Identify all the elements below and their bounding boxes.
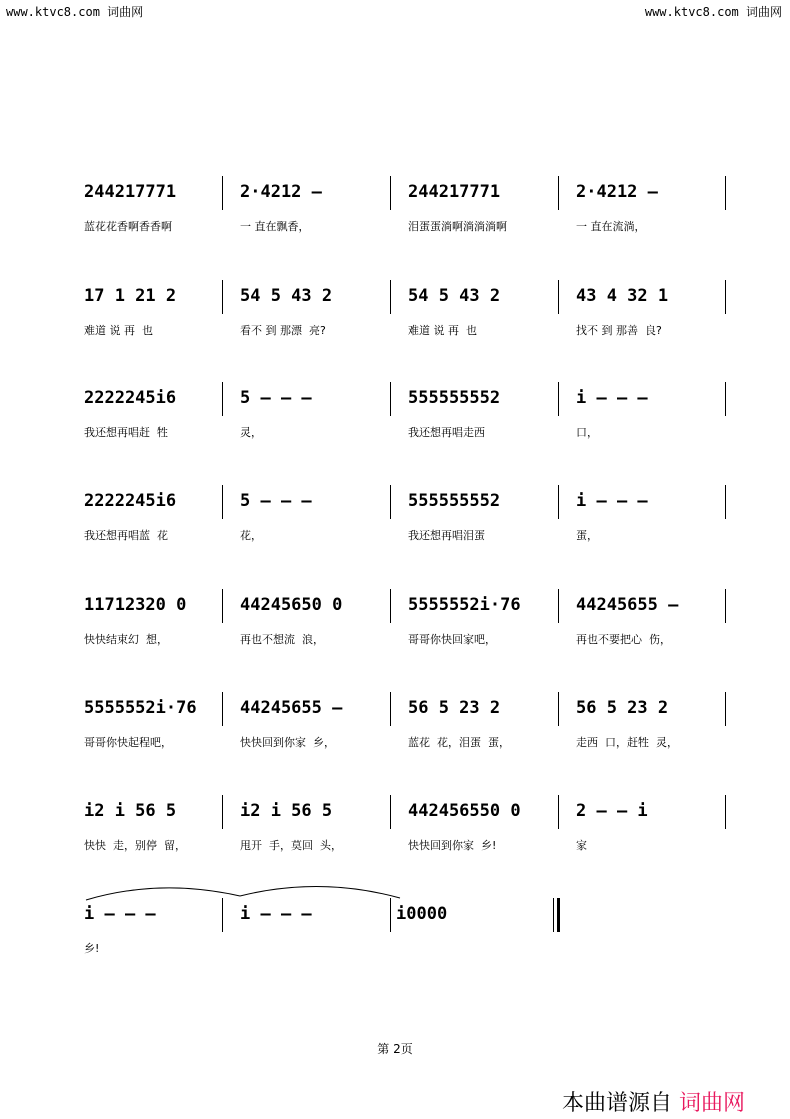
measure-notes: 244217771	[84, 182, 177, 202]
measure-notes: 17 1 21 2	[84, 286, 177, 306]
measure-lyric: 一 直在流淌，	[576, 220, 646, 233]
measure-notes: i2 i 56 5	[84, 801, 177, 821]
bar-line	[390, 280, 391, 314]
measure-notes: i – – –	[240, 904, 312, 924]
bar-line	[725, 589, 726, 623]
bar-line	[558, 280, 559, 314]
measure-notes: 442456550 0	[408, 801, 521, 821]
measure-notes: 5 – – –	[240, 491, 312, 511]
measure-notes: 2222245i6	[84, 388, 177, 408]
measure-lyric: 再也不想流 浪，	[240, 633, 324, 646]
measure-lyric: 我还想再唱泪蛋	[408, 529, 485, 542]
tie-arc	[0, 884, 790, 904]
measure-lyric: 难道 说 再 也	[408, 324, 477, 337]
measure-notes: 56 5 23 2	[576, 698, 669, 718]
bar-line	[222, 692, 223, 726]
measure-notes: i2 i 56 5	[240, 801, 333, 821]
bar-line	[725, 176, 726, 210]
bar-line	[390, 176, 391, 210]
bar-line	[725, 382, 726, 416]
bar-line	[725, 692, 726, 726]
bar-line	[390, 589, 391, 623]
score-row	[0, 280, 790, 350]
measure-lyric: 快快回到你家 乡，	[240, 736, 335, 749]
measure-lyric: 我还想再唱走西	[408, 426, 485, 439]
bar-line	[725, 795, 726, 829]
measure-lyric: 口，	[576, 426, 598, 439]
measure-lyric: 蓝花 花，泪蛋 蛋，	[408, 736, 510, 749]
bar-line	[390, 485, 391, 519]
measure-lyric: 快快回到你家 乡!	[408, 839, 497, 852]
measure-notes: 5555552i·76	[408, 595, 521, 615]
measure-notes: i – – –	[576, 388, 648, 408]
measure-notes: 11712320 0	[84, 595, 187, 615]
measure-lyric: 蛋，	[576, 529, 598, 542]
bar-line	[390, 382, 391, 416]
measure-notes: 2·4212 –	[240, 182, 322, 202]
bar-line	[558, 795, 559, 829]
score-row	[0, 485, 790, 555]
measure-notes: 56 5 23 2	[408, 698, 501, 718]
score-row	[0, 176, 790, 246]
measure-lyric: 一 直在飘香，	[240, 220, 310, 233]
bar-line	[725, 485, 726, 519]
measure-lyric: 花，	[240, 529, 262, 542]
measure-lyric: 家	[576, 839, 587, 852]
bar-line	[558, 589, 559, 623]
measure-lyric: 泪蛋蛋淌啊淌淌淌啊	[408, 220, 507, 233]
measure-lyric: 乡!	[84, 942, 100, 955]
bar-line	[222, 382, 223, 416]
measure-notes: 2 – – i	[576, 801, 648, 821]
measure-notes: i0000	[396, 904, 448, 924]
measure-lyric: 快快 走，别停 留，	[84, 839, 186, 852]
measure-notes: 54 5 43 2	[408, 286, 501, 306]
measure-lyric: 难道 说 再 也	[84, 324, 153, 337]
score-row	[0, 795, 790, 865]
measure-lyric: 甩开 手，莫回 头，	[240, 839, 342, 852]
score-row	[0, 898, 790, 968]
bar-line	[390, 692, 391, 726]
source-watermark	[562, 1086, 745, 1117]
measure-lyric: 蓝花花香啊香香啊	[84, 220, 172, 233]
measure-notes: 5555552i·76	[84, 698, 197, 718]
final-bar-thin	[553, 898, 554, 932]
final-bar-thick	[557, 898, 560, 932]
score-row	[0, 692, 790, 762]
measure-notes: i – – –	[576, 491, 648, 511]
measure-notes: 2·4212 –	[576, 182, 658, 202]
page-number: 第 2页	[377, 1042, 413, 1056]
bar-line	[558, 382, 559, 416]
measure-lyric: 灵，	[240, 426, 262, 439]
score-row	[0, 589, 790, 659]
bar-line	[222, 795, 223, 829]
bar-line	[222, 589, 223, 623]
measure-notes: 44245650 0	[240, 595, 343, 615]
measure-notes: 44245655 –	[576, 595, 679, 615]
measure-notes: 44245655 –	[240, 698, 343, 718]
measure-lyric: 快快结束幻 想，	[84, 633, 168, 646]
bar-line	[222, 280, 223, 314]
header-right-url: www.ktvc8.com 词曲网	[644, 5, 782, 19]
bar-line	[222, 176, 223, 210]
measure-lyric: 哥哥你快起程吧，	[84, 736, 172, 749]
bar-line	[558, 692, 559, 726]
measure-lyric: 我还想再唱蓝 花	[84, 529, 168, 542]
measure-notes: 54 5 43 2	[240, 286, 333, 306]
measure-notes: 244217771	[408, 182, 501, 202]
source-site: 词曲网	[679, 1091, 746, 1116]
measure-lyric: 走西 口，赶牲 灵，	[576, 736, 678, 749]
bar-line	[222, 485, 223, 519]
measure-notes: 5 – – –	[240, 388, 312, 408]
measure-lyric: 看不 到 那漂 亮?	[240, 324, 326, 337]
bar-line	[725, 280, 726, 314]
bar-line	[390, 898, 391, 932]
score-row	[0, 382, 790, 452]
measure-notes: 555555552	[408, 491, 501, 511]
measure-notes: 2222245i6	[84, 491, 177, 511]
measure-notes: i – – –	[84, 904, 156, 924]
measure-notes: 555555552	[408, 388, 501, 408]
bar-line	[558, 176, 559, 210]
measure-notes: 43 4 32 1	[576, 286, 669, 306]
measure-lyric: 我还想再唱赶 牲	[84, 426, 168, 439]
bar-line	[222, 898, 223, 932]
measure-lyric: 找不 到 那善 良?	[576, 324, 662, 337]
measure-lyric: 哥哥你快回家吧，	[408, 633, 496, 646]
bar-line	[390, 795, 391, 829]
source-prefix: 本曲谱源自	[562, 1091, 673, 1116]
bar-line	[558, 485, 559, 519]
measure-lyric: 再也不要把心 伤，	[576, 633, 671, 646]
header-left-url: www.ktvc8.com 词曲网	[6, 5, 144, 19]
